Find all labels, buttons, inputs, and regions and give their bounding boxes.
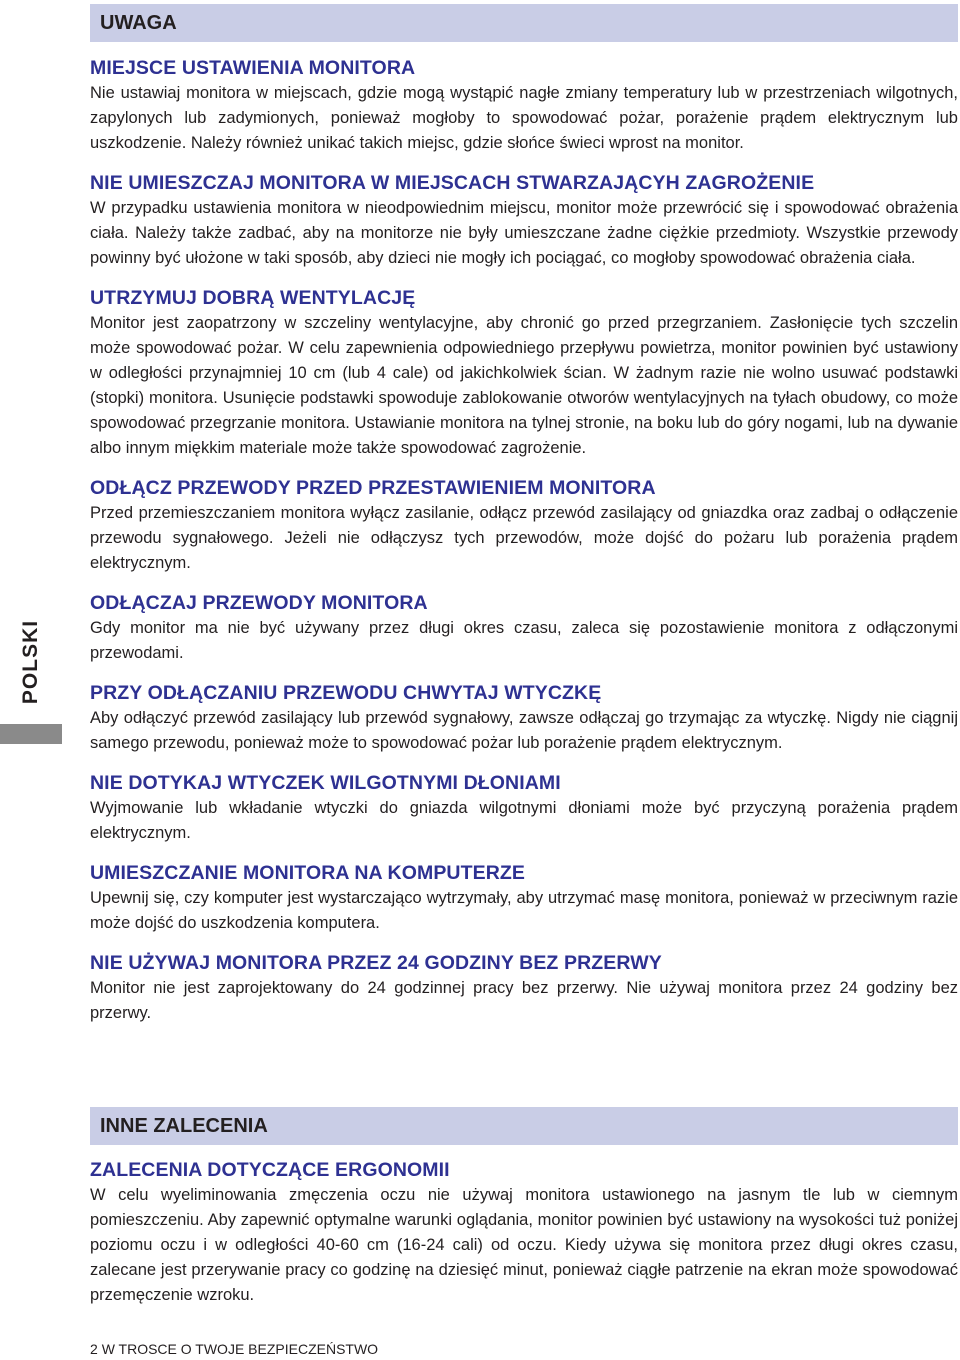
section-ventilation xyxy=(90,285,958,461)
section-on-computer xyxy=(90,860,958,936)
section-heading: ODŁĄCZAJ PRZEWODY MONITORA xyxy=(90,592,428,614)
section-ergonomics xyxy=(90,1157,958,1308)
section-heading: NIE UŻYWAJ MONITORA PRZEZ 24 GODZINY BEZ PRZERWY xyxy=(90,952,662,974)
page-number: 2 xyxy=(90,1341,98,1357)
section-heading: PRZY ODŁĄCZANIU PRZEWODU CHWYTAJ WTYCZKĘ xyxy=(90,682,602,704)
page-footer xyxy=(90,1341,378,1357)
section-wet-hands xyxy=(90,770,958,846)
section-heading: ZALECENIA DOTYCZĄCE ERGONOMII xyxy=(90,1159,450,1181)
section-disconnect-cables xyxy=(90,590,958,666)
section-body: Aby odłączyć przewód zasilający lub przewód sygnałowy, zawsze odłączaj go trzymając za wtyczkę. Nigdy nie ciągnij samego przewodu, ponieważ może to spowodować pożar lub porażenie prądem elektrycznym. xyxy=(90,709,958,752)
other-sections xyxy=(90,1157,958,1322)
section-disconnect-before-moving xyxy=(90,475,958,576)
section-body: Monitor jest zaopatrzony w szczeliny wentylacyjne, aby chronić go przed przegrzaniem. Zasłonięcie tych szczelin może spowodować pożar. W celu zapewnienia odpowiedniego przepływu powietrza, monitor powinien być ustawiony w odległości przynajmniej 10 cm (lub 4 cale) od jakichkolwiek ścian. W żadnym razie nie wolno usuwać podstawki (stopki) monitora. Usunięcie podstawki spowoduje zablokowanie otworów wentylacyjnych na tyłach obudowy, co może spowodować przegrzanie monitora. Ustawianie monitora na tylnej stronie, na boku lub do góry nogami, lub na dywanie albo innym miękkim materiale może także spowodować zagrożenie. xyxy=(90,314,958,457)
section-heading: UTRZYMUJ DOBRĄ WENTYLACJĘ xyxy=(90,287,416,309)
section-placement xyxy=(90,55,958,156)
warning-sections xyxy=(90,55,958,1040)
section-heading: NIE UMIESZCZAJ MONITORA W MIEJSCACH STWARZAJĄCYH ZAGROŻENIE xyxy=(90,172,815,194)
language-tab-label: POLSKI xyxy=(19,619,42,705)
section-body: W przypadku ustawienia monitora w nieodpowiednim miejscu, monitor może przewrócić się i spowodować obrażenia ciała. Należy także zadbać, aby na monitorze nie były umieszczane żadne ciężkie przedmioty. Wszystkie przewody powinny być ułożone w taki sposób, aby dzieci nie mogły ich pociągać, co mogłoby spowodować obrażenia ciała. xyxy=(90,199,958,267)
other-recommendations-banner: INNE ZALECENIA xyxy=(90,1107,958,1145)
section-body: Gdy monitor ma nie być używany przez długi okres czasu, zaleca się pozostawienie monitora z odłączonymi przewodami. xyxy=(90,619,958,662)
section-body: W celu wyeliminowania zmęczenia oczu nie używaj monitora ustawionego na jasnym tle lub w ciemnym pomieszczeniu. Aby zapewnić optymalne warunki oglądania, monitor powinien być ustawiony na wysokości tuż poniżej poziomu oczu i w odległości 40-60 cm (16-24 cali) od oczu. Kiedy używa się monitora przez długi okres czasu, zalecane jest przerywanie pracy co godzinę na dziesięć minut, ponieważ ciągłe patrzenie na ekran może spowodować przemęczenie wzroku. xyxy=(90,1186,958,1304)
footer-title: W TROSCE O TWOJE BEZPIECZEŃSTWO xyxy=(101,1341,379,1357)
section-heading: UMIESZCZANIE MONITORA NA KOMPUTERZE xyxy=(90,862,526,884)
section-heading: MIEJSCE USTAWIENIA MONITORA xyxy=(90,57,416,79)
language-tab-bar xyxy=(0,724,62,744)
section-body: Monitor nie jest zaprojektowany do 24 godzinnej pracy bez przerwy. Nie używaj monitora przez 24 godziny bez przerwy. xyxy=(90,979,958,1022)
section-body: Wyjmowanie lub wkładanie wtyczki do gniazda wilgotnymi dłoniami może być przyczyną porażenia prądem elektrycznym. xyxy=(90,799,958,842)
section-heading: ODŁĄCZ PRZEWODY PRZED PRZESTAWIENIEM MONITORA xyxy=(90,477,656,499)
warning-banner: UWAGA xyxy=(90,4,958,42)
section-body: Przed przemieszczaniem monitora wyłącz zasilanie, odłącz przewód zasilający od gniazdka oraz zadbaj o odłączenie przewodu sygnałowego. Jeżeli nie odłączysz tych przewodów, może dojść do pożaru lub porażenia prądem elektrycznym. xyxy=(90,504,958,572)
section-heading: NIE DOTYKAJ WTYCZEK WILGOTNYMI DŁONIAMI xyxy=(90,772,561,794)
section-grip-plug xyxy=(90,680,958,756)
section-body: Nie ustawiaj monitora w miejscach, gdzie mogą wystąpić nagłe zmiany temperatury lub w przestrzeniach wilgotnych, zapylonych lub zadymionych, ponieważ mogłoby to spowodować pożar, porażenie prądem elektrycznym lub uszkodzenie. Należy również unikać takich miejsc, gdzie słońce świeci wprost na monitor. xyxy=(90,84,958,152)
section-24h xyxy=(90,950,958,1026)
section-body: Upewnij się, czy komputer jest wystarczająco wytrzymały, aby utrzymać masę monitora, ponieważ w przeciwnym razie może dojść do uszkodzenia komputera. xyxy=(90,889,958,932)
section-hazard-placement xyxy=(90,170,958,271)
